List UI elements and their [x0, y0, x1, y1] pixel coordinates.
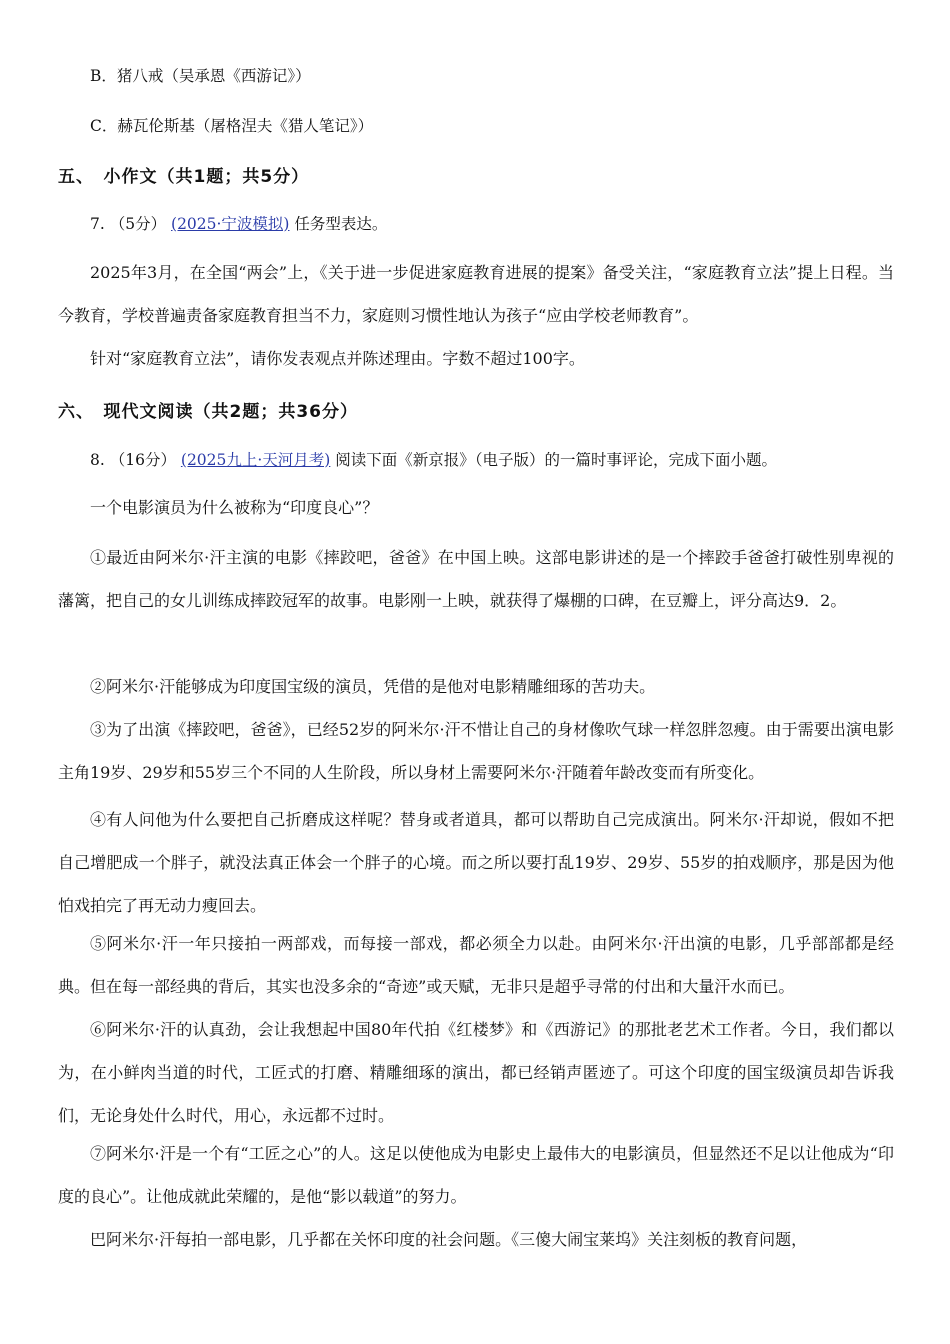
article-title: 一个电影演员为什么被称为“印度良心”？ [90, 498, 379, 517]
option-b: B．猪八戒（吴承恩《西游记》） [90, 67, 311, 85]
question-7-prompt: 任务型表达。 [294, 215, 388, 233]
option-c: C．赫瓦伦斯基（屠格涅夫《猎人笔记》） [90, 117, 374, 135]
question-8-number: 8. （16分） [90, 451, 176, 469]
article-paragraph: ③为了出演《摔跤吧，爸爸》，已经52岁的阿米尔·汗不惜让自己的身材像吹气球一样忽胖忽瘦。由于需要出演电影主角19岁、29岁和55岁三个不同的人生阶段，所以身材上需要阿米尔·汗随着年龄改变而有所变化。 [58, 720, 894, 782]
section-five-heading: 五、 小作文（共1题；共5分） [58, 167, 310, 187]
question-7 [90, 212, 387, 234]
article-paragraph: ④有人问他为什么要把自己折磨成这样呢？替身或者道具，都可以帮助自己完成演出。阿米尔·汗却说，假如不把自己增肥成一个胖子，就没法真正体会一个胖子的心境。而之所以要打乱19岁、29岁、55岁的拍戏顺序，那是因为他怕戏拍完了再无动力瘦回去。 [58, 810, 894, 915]
question-8-prompt: 阅读下面《新京报》（电子版）的一篇时事评论，完成下面小题。 [335, 451, 778, 469]
question-8-source-link[interactable]: (2025九上·天河月考) [180, 451, 331, 469]
article-paragraph: ⑤阿米尔·汗一年只接拍一两部戏，而每接一部戏，都必须全力以赴。由阿米尔·汗出演的电影，几乎部部都是经典。但在每一部经典的背后，其实也没多余的“奇迹”或天赋，无非只是超乎寻常的付出和大量汗水而已。 [58, 934, 894, 996]
question-7-context-paragraph: 2025年3月，在全国“两会”上，《关于进一步促进家庭教育进展的提案》备受关注，“家庭教育立法”提上日程。当今教育，学校普遍责备家庭教育担当不力，家庭则习惯性地认为孩子“应由学校老师教育”。 [58, 263, 894, 325]
question-7-number: 7. （5分） [90, 215, 167, 233]
article-paragraph: ①最近由阿米尔·汗主演的电影《摔跤吧，爸爸》在中国上映。这部电影讲述的是一个摔跤手爸爸打破性别卑视的藩篱，把自己的女儿训练成摔跤冠军的故事。电影刚一上映，就获得了爆棚的口碑，在豆瓣上，评分高达9．2。 [58, 548, 894, 610]
question-8 [90, 448, 777, 470]
question-7-source-link[interactable]: (2025·宁波模拟) [171, 215, 290, 233]
section-six-heading: 六、 现代文阅读（共2题；共36分） [58, 402, 358, 422]
article-paragraph: ⑥阿米尔·汗的认真劲，会让我想起中国80年代拍《红楼梦》和《西游记》的那批老艺术工作者。今日，我们都以为，在小鲜肉当道的时代，工匠式的打磨、精雕细琢的演出，都已经销声匿迹了。可这个印度的国宝级演员却告诉我们，无论身处什么时代，用心，永远都不过时。 [58, 1020, 894, 1125]
article-paragraph: 巴阿米尔·汗每拍一部电影，几乎都在关怀印度的社会问题。《三傻大闹宝莱坞》关注刻板的教育问题， [90, 1230, 808, 1249]
article-paragraph: ⑦阿米尔·汗是一个有“工匠之心”的人。这足以使他成为电影史上最伟大的电影演员，但显然还不足以让他成为“印度的良心”。让他成就此荣耀的，是他“影以载道”的努力。 [58, 1144, 894, 1206]
article-paragraph: ②阿米尔·汗能够成为印度国宝级的演员，凭借的是他对电影精雕细琢的苦功夫。 [90, 677, 656, 696]
question-7-task-paragraph: 针对“家庭教育立法”，请你发表观点并陈述理由。字数不超过100字。 [90, 349, 585, 368]
